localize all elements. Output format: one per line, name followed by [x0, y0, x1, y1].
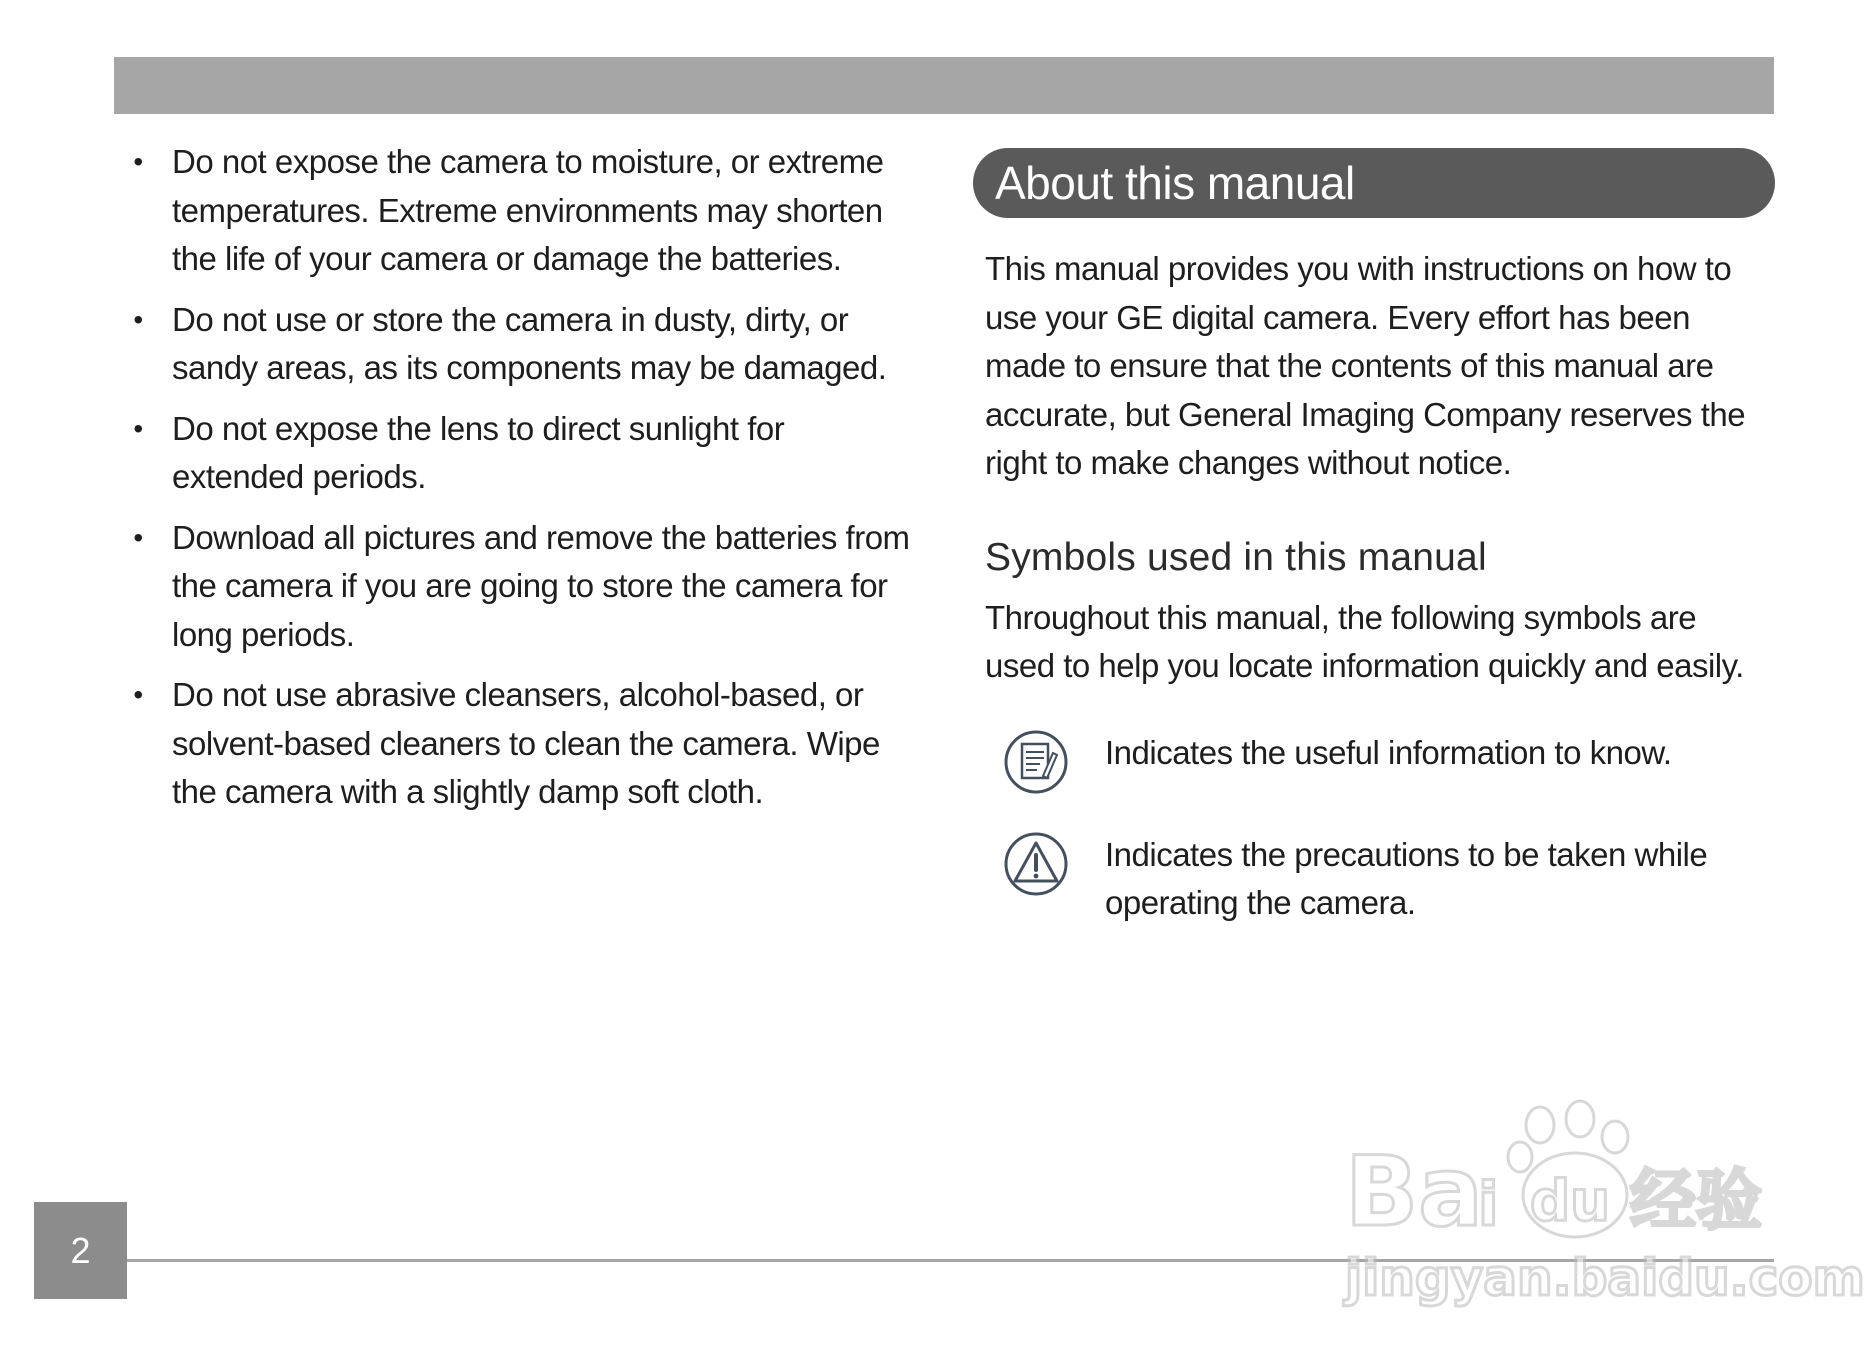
- list-item-text: Do not expose the lens to direct sunlight for extended periods.: [172, 409, 785, 495]
- list-item-text: Do not use or store the camera in dusty, dirty, or sandy areas, as its components may be damaged.: [172, 300, 887, 386]
- about-manual-section: [973, 148, 1773, 928]
- bullet-glyph: •: [133, 521, 143, 553]
- bullet-glyph: •: [133, 412, 143, 444]
- note-icon: [1003, 729, 1069, 795]
- list-item: [124, 138, 924, 284]
- section-heading-pill: About this manual: [973, 148, 1775, 218]
- list-item: [124, 514, 924, 660]
- top-header-band: [114, 57, 1774, 114]
- about-paragraph: This manual provides you with instructions on how to use your GE digital camera. Every effort has been made to ensure that the contents of this manual are accurate, but General Imaging Company reserves the right to make changes without notice.: [985, 250, 1746, 481]
- bullet-glyph: •: [133, 679, 143, 710]
- list-item-text: Download all pictures and remove the batteries from the camera if you are going to store the camera for long periods.: [172, 518, 910, 653]
- symbols-heading: Symbols used in this manual: [985, 535, 1487, 579]
- care-precautions-list: [124, 138, 924, 829]
- symbol-description: Indicates the precautions to be taken while operating the camera.: [1105, 835, 1708, 921]
- svg-text:经验: 经验: [1630, 1162, 1762, 1239]
- page-number: 2: [34, 1202, 127, 1299]
- list-item: [124, 405, 924, 502]
- list-item: [124, 671, 924, 817]
- bullet-glyph: •: [133, 146, 143, 177]
- list-item-text: Do not expose the camera to moisture, or extreme temperatures. Extreme environments may shorten the life of your camera or damage the batteries.: [172, 143, 884, 277]
- symbol-description: Indicates the useful information to know.: [1105, 733, 1672, 771]
- list-item: [124, 296, 924, 393]
- svg-text:i: i: [1478, 1170, 1499, 1240]
- svg-text:jingyan.baidu.com: jingyan.baidu.com: [1345, 1249, 1865, 1307]
- svg-text:Ba: Ba: [1345, 1136, 1483, 1248]
- warning-icon: [1003, 831, 1069, 897]
- symbols-paragraph: Throughout this manual, the following symbols are used to help you locate information quickly and easily.: [985, 598, 1744, 684]
- symbol-row-note: [985, 729, 1773, 799]
- baidu-watermark-logo: [1340, 1095, 1865, 1307]
- svg-text:du: du: [1530, 1169, 1610, 1234]
- bullet-glyph: •: [133, 303, 143, 335]
- symbol-row-warning: [985, 831, 1773, 928]
- list-item-text: Do not use abrasive cleansers, alcohol-based, or solvent-based cleaners to clean the camera. Wipe the camera with a slightly damp soft cloth.: [172, 676, 880, 810]
